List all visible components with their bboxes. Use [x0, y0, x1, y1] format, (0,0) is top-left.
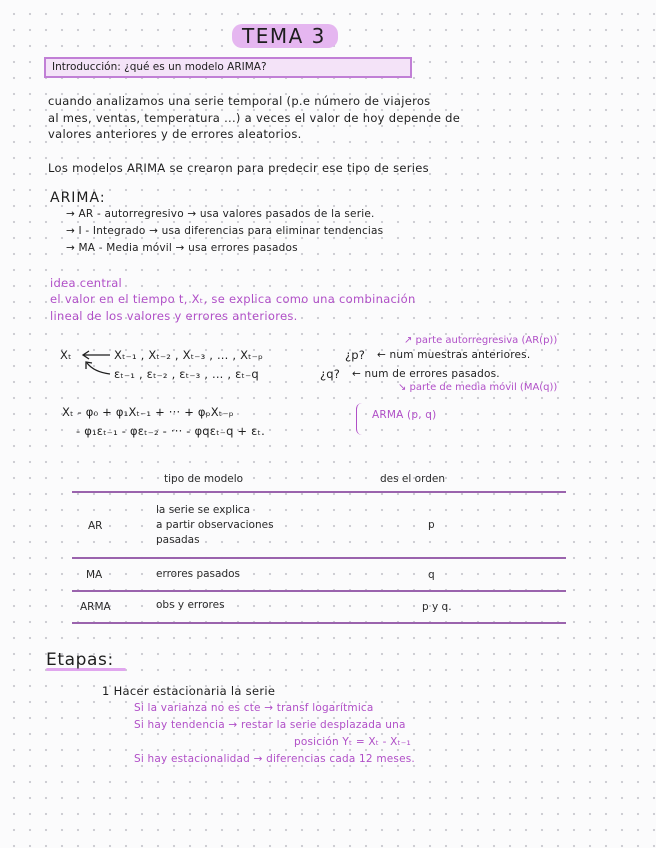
intro-heading-box: Introducción: ¿qué es un modelo ARIMA? — [44, 57, 412, 78]
diagram-question-q: ¿q? — [320, 367, 341, 381]
table-row-desc: errores pasados — [156, 568, 241, 580]
equation-line-2: - φ₁εₜ₋₁ - φεₜ₋₂ - ··· - φqεₜ₋q + εₜ. — [76, 424, 265, 438]
idea-line-1: el valor en el tiempo t, Xₜ, se explica como una combinación — [50, 292, 416, 306]
table-divider — [72, 622, 566, 624]
diagram-row-lags: Xₜ₋₁ , Xₜ₋₂ , Xₜ₋₃ , ... , Xₜ₋ₚ — [114, 348, 264, 362]
table-header-type: tipo de modelo — [164, 473, 244, 485]
idea-line-2: lineal de los valores y errores anteriores. — [50, 309, 298, 323]
idea-heading: idea central — [50, 276, 123, 290]
page-title: TEMA 3 — [232, 24, 338, 48]
etapas-sub-trend: Si hay tendencia → restar la serie desplazada una — [134, 719, 406, 731]
diagram-note-errors: ← num de errores pasados. — [352, 368, 500, 380]
arima-heading: ARIMA: — [50, 190, 106, 206]
table-row-desc: pasadas — [156, 534, 200, 546]
arima-item-ma: → MA - Media móvil → usa errores pasados — [66, 242, 298, 254]
equation-brace — [356, 403, 365, 435]
diagram-xt: Xₜ — [60, 348, 72, 362]
etapas-step-1: 1 Hacer estacionaria la serie — [102, 684, 276, 698]
table-divider — [72, 590, 566, 592]
paragraph-arima-purpose: Los modelos ARIMA se crearon para predecir ese tipo de series — [48, 161, 429, 175]
equation-arma-label: ARMA (p, q) — [372, 409, 437, 421]
etapas-heading: Etapas: — [46, 650, 114, 670]
paragraph-line-3: valores anteriores y de errores aleatorios. — [48, 127, 302, 141]
paragraph-line-1: cuando analizamos una serie temporal (p.e número de viajeros — [48, 94, 431, 108]
annotation-ma: ↘ parte de media móvil (MA(q)) — [398, 382, 558, 393]
equation-line-1: Xₜ - φ₀ + φ₁Xₜ₋₁ + ··· + φₚXₜ₋ₚ — [62, 405, 234, 419]
etapas-sub-trend-formula: posición Yₜ = Xₜ - Xₜ₋₁ — [294, 736, 411, 748]
table-row-desc: obs y errores — [156, 599, 225, 611]
diagram-question-p: ¿p? — [345, 348, 366, 362]
paragraph-line-2: al mes, ventas, temperatura ...) a veces el valor de hoy depende de — [48, 111, 461, 125]
table-row-order: p — [428, 519, 435, 531]
diagram-note-samples: ← num muestras anteriores. — [377, 349, 531, 361]
table-row-order: q — [428, 569, 435, 581]
arima-item-ar: → AR - autorregresivo → usa valores pasados de la serie. — [66, 208, 375, 220]
table-divider — [72, 557, 566, 559]
table-divider — [72, 491, 566, 493]
etapas-sub-variance: Si la varianza no es cte → transf logarítmica — [134, 702, 374, 714]
table-row-desc: a partir observaciones — [156, 519, 274, 531]
diagram-row-errors: εₜ₋₁ , εₜ₋₂ , εₜ₋₃ , ... , εₜ₋q — [114, 367, 259, 381]
table-header-order: des el orden — [380, 473, 445, 485]
annotation-ar: ↗ parte autorregresiva (AR(p)) — [404, 335, 558, 346]
table-row-name: ARMA — [80, 601, 111, 613]
etapas-sub-seasonality: Si hay estacionalidad → diferencias cada 12 meses. — [134, 753, 415, 765]
arima-item-i: → I - Integrado → usa diferencias para eliminar tendencias — [66, 225, 384, 237]
table-row-desc: la serie se explica — [156, 504, 251, 516]
table-row-name: MA — [86, 569, 103, 581]
diagram-arrows — [78, 344, 112, 380]
table-row-order: p y q. — [422, 601, 452, 613]
table-row-name: AR — [88, 520, 103, 532]
